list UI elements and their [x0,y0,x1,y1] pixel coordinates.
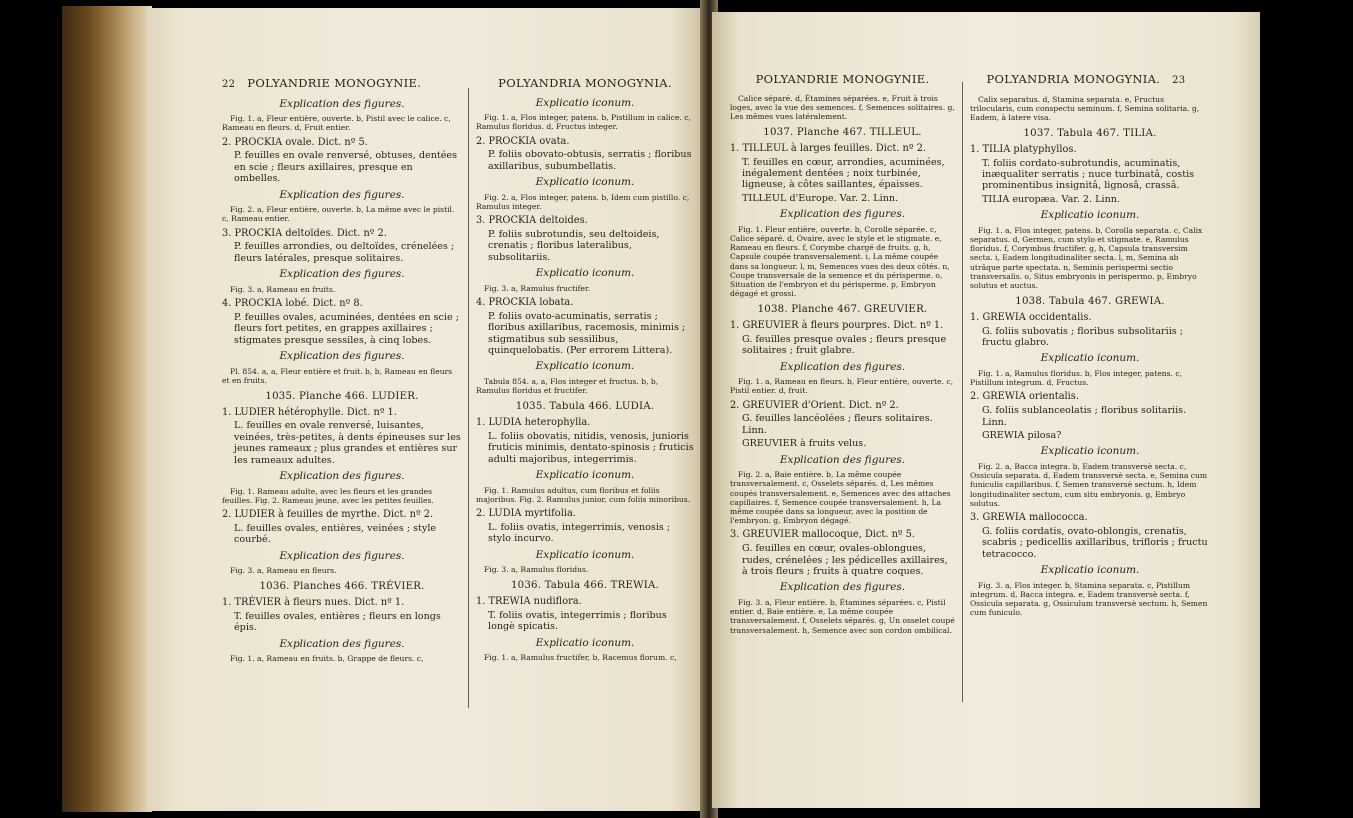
section-heading: Explication des figures. [279,188,405,201]
section-heading: Explication des figures. [279,350,405,363]
section-heading: Explicatio iconum. [535,267,635,280]
section-heading: Explicatio iconum. [535,636,635,649]
species-entry: 1. TRÉVIER à fleurs nues. Dict. nº 1. [222,597,405,609]
species-entry: 2. GREUVIER d'Orient. Dict. nº 2. [730,399,899,411]
section-heading: Explicatio iconum. [535,469,635,482]
running-head: 22 POLYANDRIE MONOGYNIE. [222,76,422,90]
species-entry: 1. TREWIA nudiflora. [476,596,582,608]
genus-heading: 1038. Planche 467. GREUVIER. [757,304,928,316]
section-heading: Explicatio iconum. [535,176,635,189]
text-blocks [970,95,1210,618]
species-entry: 2. LUDIER à feuilles de myrthe. Dict. nº 2. [222,509,434,521]
figure-caption: Fig. 1. Fleur entière, ouverte. b, Corolle séparée. c, Calice séparé. d, Ovaire, avec le style et le stigmate. e, Rameau en fleurs. f, Corymbe chargé de fruits. g, h, Capsule coupée transversalement. i, La même coupée dans sa longueur. l, m, Semences vues des deux côtés. n, Coupe transversale de la semence et du périsperme. o, Situation de l'embryon et du périsperme. p, Embryon dégagé et grossi. [730,224,950,299]
section-heading: Explicatio iconum. [1040,209,1140,222]
species-description: L. feuilles en ovale renversé, luisantes, veinées, très-petites, à dents épineuses sur les jeunes rameaux ; plus grandes et entières sur les rameaux adultes. [234,420,461,466]
left-page-french-column [222,78,462,667]
section-heading: Explication des figures. [279,97,405,110]
genus-heading: 1036. Planches 466. TRÉVIER. [259,581,425,593]
figure-caption: Pl. 854. a, a, Fleur entière et fruit. b, b, Rameau en fleurs et en fruits. [222,366,453,385]
species-description: T. feuilles en cœur, arrondies, acuminées, inégalement dentées ; noix turbinée, ligneuse, à côtes saillantes, épaisses. [742,156,945,191]
species-entry: 2. PROCKIA ovale. Dict. nº 5. [222,136,368,148]
genus-heading: 1035. Tabula 466. LUDIA. [515,401,655,413]
section-heading: Explication des figures. [279,549,405,562]
running-head: POLYANDRIA MONOGYNIA. 23 [986,72,1186,86]
figure-caption: Tabula 854. a, a, Flos integer et fructus. b, b, Ramulus floridus et fructifer. [476,377,659,396]
species-description: P. foliis ovato-acuminatis, serratis ; floribus axillaribus, racemosis, minimis ; stigmatibus sub sessilibus, quinquelobatis. (Per errorem Littera). [488,310,686,357]
species-description: G. feuilles presque ovales ; fleurs presque solitaires ; fruit glabre. [742,333,947,357]
figure-caption: Fig. 2. a, Baie entière. b, La même coupée transversalement. c, Osselets séparés. d, Les mêmes coupés transversalement. e, Semences avec des attaches capillaires. f, Semence coupée transversalement. h, La même coupée dans sa longueur, avec la position de l'embryon. g, Embryon dégagé. [730,470,951,526]
species-entry: 1. LUDIA heterophylla. [476,417,591,429]
figure-caption: Fig. 3. a, Rameau en fruits. [230,284,336,294]
species-description: TILLEUL d'Europe. Var. 2. Linn. [742,192,899,204]
species-entry: 1. TILLEUL à larges feuilles. Dict. nº 2. [730,142,926,154]
species-description: TILIA europæa. Var. 2. Linn. [982,193,1120,205]
page-number: 22 [222,79,236,90]
species-entry: 1. LUDIER hétérophylle. Dict. nº 1. [222,406,397,418]
figure-caption: Fig. 1. a, Ramulus fructifer, b, Racemus florum. c, [484,653,677,663]
figure-caption: Fig. 1. Rameau adulte, avec les fleurs et les grandes feuilles. Fig. 2. Rameau jeune, avec les petites feuilles. [222,486,434,505]
species-description: L. foliis obovatis, nitidis, venosis, junioris fruticis minimis, dentato-spinosis ; fruticis adulti majoribus, integerrimis. [488,430,694,465]
genus-heading: 1038. Tabula 467. GREWIA. [1015,296,1165,308]
right-page [712,12,1260,808]
species-entry: 3. GREWIA mallococca. [970,512,1088,524]
genus-heading: 1037. Planche 467. TILLEUL. [763,127,922,139]
figure-caption: Fig. 2. a, Bacca integra. b, Eadem transversè secta. c, Ossicula separata. d, Eadem transversè secta. e, Semina cum funiculis capillaribus. f, Semen transversè sectum. h, Idem longitudinaliter sectum, cum situ embryonis. g, Embryo solutus. [970,462,1208,508]
species-entry: 2. GREWIA orientalis. [970,391,1079,403]
genus-heading: 1037. Tabula 467. TILIA. [1023,128,1157,140]
species-description: T. foliis cordato-subrotundis, acuminatis, inæqualiter serratis ; nuce turbinatâ, costis prominentibus insignitâ, lignosâ, crassâ. [982,157,1195,192]
figure-caption: Fig. 1. a, Rameau en fleurs. b, Fleur entière, ouverte. c, Pistil entier. d, fruit. [730,377,953,396]
species-description: G. foliis cordatis, ovato-oblongis, crenatis, scabris ; pedicellis axillaribus, trifloris ; fructu tetracocco. [982,525,1208,560]
figure-caption: Fig. 3. a, Rameau en fleurs. [230,566,337,576]
species-entry: 1. GREUVIER à fleurs pourpres. Dict. nº 1. [730,320,944,332]
species-description: L. feuilles ovales, entières, veinées ; style courbé. [234,522,437,546]
species-description: P. foliis subrotundis, seu deltoideis, crenatis ; floribus lateralibus, subsolitariis. [488,229,660,263]
figure-caption: Fig. 3. a, Fleur entière. b, Étamines séparées. c, Pistil entier. d, Baie entière. e, La même coupée transversalement. f, Osselets séparés. g, Un osselet coupé transversalement. h, Semence avec son cordon ombilical. [730,598,955,635]
figure-caption: Fig. 1. a, Ramulus floridus. b, Flos integer, patens. c, Pistillum integrum. d, Fructus. [970,369,1183,388]
figure-caption: Fig. 3. a, Ramulus floridus. [484,565,589,575]
section-heading: Explication des figures. [779,453,906,466]
section-heading: Explicatio iconum. [535,360,635,373]
text-blocks [476,98,694,663]
species-description: GREWIA pilosa? [982,430,1062,442]
column-rule [962,82,963,702]
figure-caption: Fig. 1. a, Flos integer, patens. b, Corolla separata. c, Calix separatus. d, Germen, cum stylo et stigmate. e, Ramulus floridus. f, Corymbus fructifer. g, h, Capsula transversim secta. i, Eadem longitudinaliter secta. l, m, Semina ab utrâque parte spectata. n, Seminis perispermi sectio transversalis. o, Situs embryonis in perispermo. p, Embryo solutus et auctus. [970,225,1203,291]
species-entry: 4. PROCKIA lobé. Dict. nº 8. [222,298,363,310]
figure-caption: Fig. 1. a, Fleur entière, ouverte. b, Pistil avec le calice. c, Rameau en fleurs. d, Fruit entier. [222,114,451,133]
species-description: P. feuilles ovales, acuminées, dentées en scie ; fleurs fort petites, en grappes axillaires ; stigmates presque sessiles, à cinq lobes. [234,311,459,346]
figure-caption: Fig. 2. a, Fleur entière, ouverte. b, La même avec le pistil. c, Rameau entier. [222,205,455,224]
section-heading: Explication des figures. [779,208,906,221]
left-page-latin-column [476,78,694,666]
figure-caption: Calix separatus. d, Stamina separata. e, Fructus trilocularis, cum conspectu seminum. f, Semina solitaria. g, Eadem, à latere visa. [970,94,1200,122]
section-heading: Explicatio iconum. [1040,352,1140,365]
figure-caption: Fig. 1. Ramulus adultus, cum floribus et foliis majoribus. Fig. 2. Ramulus junior, cum foliis minoribus. [476,485,691,504]
species-description: T. feuilles ovales, entières ; fleurs en longs épis. [234,610,441,634]
species-entry: 1. TILIA platyphyllos. [970,143,1077,155]
species-description: P. feuilles arrondies, ou deltoïdes, crénelées ; fleurs latérales, presque solitaires. [234,241,455,264]
species-entry: 2. PROCKIA ovata. [476,135,570,147]
species-entry: 3. PROCKIA deltoïdes. Dict. nº 2. [222,227,387,239]
species-entry: 3. PROCKIA deltoides. [476,215,588,227]
figure-caption: Calice séparé. d, Étamines séparées. e, Fruit à trois loges, avec la vue des semences. f, Semences solitaires. g, Les mêmes vues latéralement. [730,93,955,121]
figure-caption: Fig. 1. a, Rameau en fruits. b, Grappe de fleurs. c, [230,654,424,664]
right-page-french-column [730,74,955,639]
genus-heading: 1036. Tabula 466. TREWIA. [510,580,660,592]
page-number: 23 [1172,75,1186,86]
section-heading: Explication des figures. [779,360,906,373]
running-head: POLYANDRIA MONOGYNIA. [498,76,672,90]
species-entry: 1. GREWIA occidentalis. [970,311,1092,323]
species-description: T. foliis ovatis, integerrimis ; floribus longè spicatis. [488,609,667,633]
figure-caption: Fig. 3. a, Flos integer. b, Stamina separata. c, Pistillum integrum. d, Bacca integra. e, Eadem transversè secta. f, Ossicula separata. g, Ossiculum transversè sectum. h, Semen cum funiculo. [970,580,1208,618]
section-heading: Explicatio iconum. [535,548,635,561]
genus-heading: 1035. Planche 466. LUDIER. [265,391,419,403]
species-entry: 4. PROCKIA lobata. [476,297,574,309]
species-description: GREUVIER à fruits velus. [742,438,867,450]
species-description: G. feuilles lancéolées ; fleurs solitaires. Linn. [742,413,933,436]
species-entry: 2. LUDIA myrtifolia. [476,508,576,520]
section-heading: Explication des figures. [779,581,906,594]
species-description: P. foliis obovato-obtusis, serratis ; floribus axillaribus, subumbellatis. [488,149,692,172]
text-blocks [730,94,955,635]
section-heading: Explicatio iconum. [1040,445,1140,458]
section-heading: Explicatio iconum. [1040,564,1140,577]
species-description: G. feuilles en cœur, ovales-oblongues, rudes, crénelées ; les pédicelles axillaires, à trois fleurs ; fruits à quatre coques. [742,543,948,578]
section-heading: Explicatio iconum. [535,96,635,109]
species-description: G. foliis sublanceolatis ; floribus solitariis. Linn. [982,405,1187,428]
species-description: P. feuilles en ovale renversé, obtuses, dentées en scie ; fleurs axillaires, presque en ombelles. [234,150,458,185]
figure-caption: Fig. 1. a, Flos integer, patens. b, Pistillum in calice. c, Ramulus floridus. d, Fructus integer. [476,113,691,132]
left-page [146,8,706,811]
figure-caption: Fig. 2. a, Flos integer, patens. b, Idem cum pistillo. c, Ramulus integer. [476,192,690,211]
running-head: POLYANDRIE MONOGYNIE. [755,72,930,86]
species-entry: 3. GREUVIER mallocoque, Dict. nº 5. [730,529,915,541]
section-heading: Explication des figures. [279,470,405,483]
species-description: L. foliis ovatis, integerrimis, venosis ; stylo incurvo. [488,521,671,545]
column-rule [468,88,469,708]
section-heading: Explication des figures. [279,268,405,281]
right-page-latin-column [970,74,1210,621]
book-binding [62,6,152,812]
section-heading: Explication des figures. [279,637,405,650]
species-description: G. foliis subovatis ; floribus subsolitariis ; fructu glabro. [982,325,1183,349]
text-blocks [222,99,462,664]
figure-caption: Fig. 3. a, Ramulus fructifer. [484,283,591,293]
